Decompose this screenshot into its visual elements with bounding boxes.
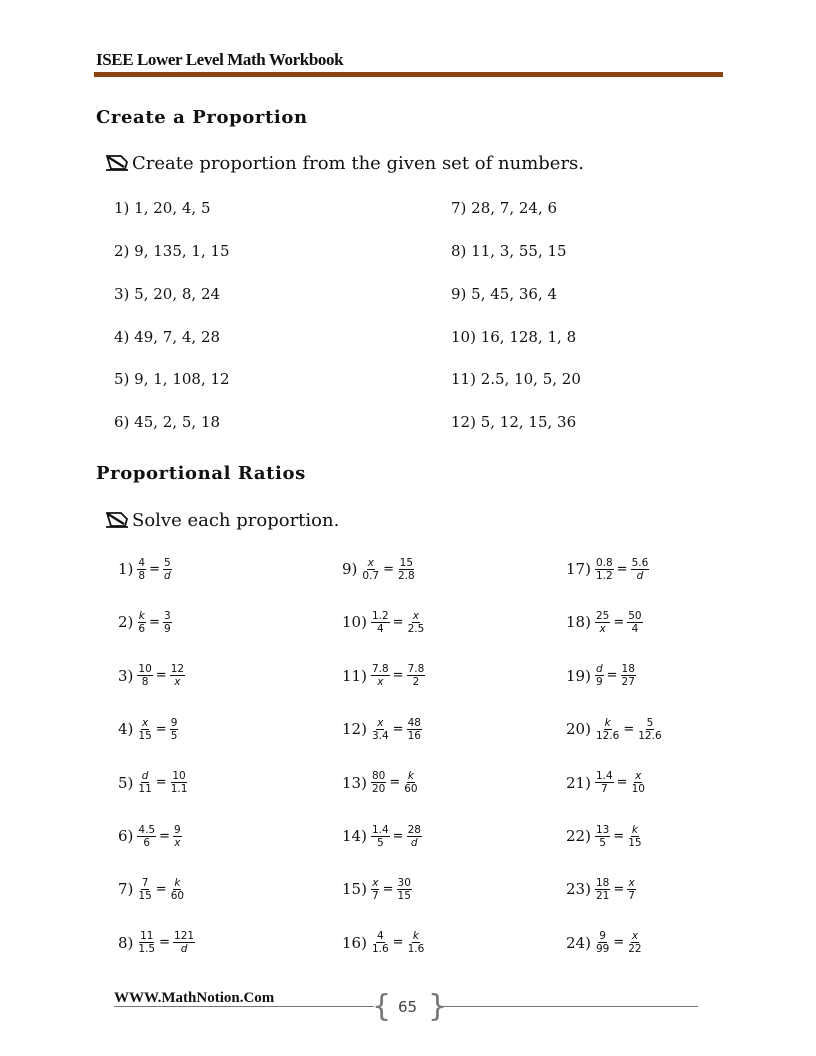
- proportion-problem: [342, 656, 425, 696]
- numerator: x: [412, 609, 420, 622]
- numerator: 5: [646, 716, 654, 729]
- proportion-item: 10) 16, 128, 1, 8: [451, 328, 577, 346]
- denominator: 5: [599, 836, 606, 849]
- proportion-problem: [566, 763, 646, 803]
- numerator: 10: [138, 663, 152, 676]
- proportion-item: 8) 11, 3, 55, 15: [451, 242, 567, 260]
- denominator: 2.8: [398, 569, 415, 582]
- fraction: [173, 930, 195, 955]
- instruction-text: Create proportion from the given set of numbers.: [132, 152, 585, 174]
- fraction: [595, 610, 610, 635]
- problem-number: 8): [118, 933, 134, 952]
- numerator: 25: [595, 609, 610, 622]
- numerator: 9: [174, 823, 181, 836]
- proportion-problem: [118, 656, 185, 696]
- proportion-problem: [566, 869, 636, 909]
- fraction: [403, 770, 418, 795]
- denominator: 1.5: [138, 943, 156, 956]
- pencil-icon: [104, 152, 130, 174]
- fraction: [595, 557, 614, 582]
- numerator: x: [631, 930, 639, 943]
- fraction: [163, 557, 172, 582]
- proportion-problem: [566, 602, 643, 642]
- proportion-problem: [342, 816, 422, 856]
- denominator: 8: [138, 569, 146, 582]
- denominator: 9: [164, 622, 171, 635]
- footer-rule-right: [440, 1006, 698, 1007]
- fraction: [137, 717, 152, 742]
- numerator: d: [141, 770, 149, 783]
- numerator: 15: [399, 556, 414, 569]
- problem-number: 14): [342, 827, 367, 845]
- page-number: 65: [398, 998, 418, 1016]
- proportion-problem: [118, 709, 178, 749]
- fraction: [170, 877, 185, 902]
- denominator: 15: [397, 889, 411, 902]
- fraction: [595, 717, 620, 742]
- denominator: d: [180, 943, 188, 956]
- equals-sign: =: [392, 828, 404, 844]
- equals-sign: =: [389, 775, 401, 791]
- header-rule: [94, 72, 723, 77]
- numerator: 7.8: [371, 663, 389, 676]
- denominator: x: [377, 676, 384, 689]
- equals-sign: =: [392, 614, 404, 630]
- problem-number: 12): [342, 720, 367, 739]
- denominator: 1.1: [170, 783, 188, 796]
- problem-number: 4): [118, 720, 134, 739]
- denominator: 15: [138, 889, 152, 902]
- footer-website: WWW.MathNotion.Com: [114, 990, 275, 1006]
- fraction: [595, 663, 604, 688]
- fraction: [627, 877, 636, 902]
- denominator: 6: [138, 622, 146, 635]
- equals-sign: =: [613, 828, 625, 844]
- numerator: 1.4: [371, 823, 389, 836]
- equals-sign: =: [159, 828, 171, 844]
- proportion-problem: [566, 656, 636, 696]
- denominator: 7: [371, 889, 379, 902]
- fraction: [170, 663, 185, 688]
- proportion-item: 1) 1, 20, 4, 5: [114, 199, 211, 217]
- proportion-problem: [342, 549, 416, 589]
- proportion-item: 6) 45, 2, 5, 18: [114, 413, 221, 431]
- denominator: 10: [631, 783, 645, 796]
- denominator: 3.4: [371, 729, 389, 742]
- problem-number: 9): [342, 560, 358, 578]
- proportion-item: 4) 49, 7, 4, 28: [114, 328, 221, 346]
- fraction: [170, 717, 179, 742]
- equals-sign: =: [149, 561, 160, 577]
- equals-sign: =: [155, 775, 167, 791]
- proportion-problem: [118, 923, 195, 963]
- denominator: 1.6: [407, 943, 425, 956]
- proportion-problem: [342, 869, 412, 909]
- denominator: 5: [170, 729, 178, 742]
- equals-sign: =: [159, 935, 171, 951]
- numerator: 50: [628, 609, 642, 622]
- problem-number: 17): [566, 560, 591, 578]
- numerator: 11: [140, 930, 154, 943]
- fraction: [595, 930, 610, 955]
- proportion-problem: [342, 763, 419, 803]
- fraction: [595, 877, 610, 902]
- proportion-item: 3) 5, 20, 8, 24: [114, 285, 221, 303]
- fraction: [595, 824, 610, 849]
- page-brace-right: }: [428, 989, 448, 1024]
- fraction: [407, 717, 422, 742]
- denominator: x: [174, 676, 181, 689]
- fraction: [137, 930, 156, 955]
- problem-number: 18): [566, 613, 591, 632]
- problem-number: 20): [566, 720, 591, 739]
- proportion-problem: [118, 549, 172, 589]
- proportion-problem: [342, 602, 425, 642]
- denominator: 60: [404, 783, 418, 796]
- numerator: x: [372, 876, 379, 889]
- numerator: 4.5: [138, 823, 156, 836]
- denominator: 9: [595, 676, 603, 689]
- denominator: 2: [412, 676, 420, 689]
- fraction: [397, 877, 412, 902]
- equals-sign: =: [613, 935, 625, 951]
- equals-sign: =: [382, 881, 394, 897]
- denominator: 15: [138, 729, 152, 742]
- proportion-problem: [566, 923, 643, 963]
- denominator: 15: [628, 836, 642, 849]
- problem-number: 5): [118, 773, 134, 792]
- problem-number: 13): [342, 773, 367, 792]
- proportion-item: 5) 9, 1, 108, 12: [114, 370, 230, 388]
- fraction: [371, 717, 390, 742]
- fraction: [371, 930, 390, 955]
- numerator: 7: [141, 876, 149, 889]
- proportion-item: 9) 5, 45, 36, 4: [451, 285, 558, 303]
- fraction: [407, 930, 426, 955]
- workbook-title: ISEE Lower Level Math Workbook: [96, 50, 344, 69]
- numerator: d: [595, 663, 603, 676]
- numerator: 9: [170, 716, 178, 729]
- denominator: 4: [631, 622, 639, 635]
- problem-number: 15): [342, 880, 367, 899]
- equals-sign: =: [155, 881, 167, 897]
- denominator: 6: [143, 836, 151, 849]
- numerator: k: [138, 609, 145, 622]
- fraction: [407, 610, 426, 635]
- numerator: 5: [164, 556, 171, 569]
- problem-number: 6): [118, 827, 134, 845]
- fraction: [371, 610, 390, 635]
- proportion-item: 2) 9, 135, 1, 15: [114, 242, 230, 260]
- numerator: 18: [621, 663, 635, 676]
- numerator: x: [635, 770, 642, 783]
- numerator: k: [407, 770, 414, 783]
- numerator: 3: [164, 609, 171, 622]
- fraction: [137, 557, 146, 582]
- fraction: [595, 770, 614, 795]
- denominator: x: [599, 622, 606, 635]
- numerator: 30: [397, 876, 411, 889]
- denominator: 99: [595, 943, 610, 956]
- proportion-problem: [566, 549, 649, 589]
- problem-number: 19): [566, 666, 591, 685]
- numerator: x: [141, 716, 149, 729]
- numerator: 80: [371, 770, 386, 783]
- equals-sign: =: [613, 614, 625, 630]
- denominator: 60: [170, 889, 185, 902]
- numerator: k: [412, 930, 419, 943]
- proportion-item: 12) 5, 12, 15, 36: [451, 413, 577, 431]
- numerator: x: [628, 876, 635, 889]
- fraction: [631, 557, 650, 582]
- page-brace-left: {: [372, 989, 392, 1024]
- denominator: 12.6: [595, 729, 620, 742]
- equals-sign: =: [616, 561, 628, 577]
- denominator: 5: [376, 836, 384, 849]
- fraction: [371, 770, 386, 795]
- proportion-item: 11) 2.5, 10, 5, 20: [451, 370, 581, 388]
- proportion-problem: [566, 816, 643, 856]
- denominator: x: [174, 836, 181, 849]
- instruction-solve: [104, 509, 339, 531]
- numerator: 12: [170, 663, 185, 676]
- denominator: d: [636, 569, 644, 582]
- equals-sign: =: [623, 721, 635, 737]
- proportion-problem: [566, 709, 663, 749]
- numerator: 4: [138, 556, 146, 569]
- proportion-problem: [118, 602, 172, 642]
- problem-number: 16): [342, 933, 367, 952]
- denominator: 22: [628, 943, 642, 956]
- equals-sign: =: [383, 561, 395, 577]
- problem-number: 2): [118, 613, 134, 632]
- fraction: [407, 824, 422, 849]
- equals-sign: =: [392, 668, 404, 684]
- instruction-create: [104, 152, 584, 174]
- fraction: [371, 877, 380, 902]
- numerator: 0.8: [595, 556, 613, 569]
- denominator: 0.7: [362, 569, 380, 582]
- numerator: k: [631, 823, 638, 836]
- denominator: 7: [600, 783, 608, 796]
- denominator: 1.6: [371, 943, 389, 956]
- fraction: [170, 770, 189, 795]
- fraction: [627, 930, 642, 955]
- fraction: [137, 770, 152, 795]
- equals-sign: =: [613, 881, 625, 897]
- fraction: [371, 663, 390, 688]
- numerator: 13: [595, 823, 610, 836]
- pencil-icon: [104, 509, 130, 531]
- denominator: 16: [407, 729, 421, 742]
- problem-number: 1): [118, 560, 134, 578]
- denominator: 20: [371, 783, 386, 796]
- denominator: 21: [595, 889, 610, 902]
- fraction: [137, 663, 152, 688]
- equals-sign: =: [606, 668, 618, 684]
- denominator: 2.5: [407, 622, 425, 635]
- denominator: 27: [621, 676, 635, 689]
- fraction: [631, 770, 646, 795]
- numerator: k: [174, 876, 181, 889]
- numerator: 7.8: [407, 663, 425, 676]
- proportion-problem: [118, 763, 188, 803]
- problem-number: 23): [566, 880, 591, 899]
- proportion-problem: [342, 709, 422, 749]
- denominator: 8: [141, 676, 149, 689]
- numerator: 4: [376, 930, 384, 943]
- proportion-problem: [118, 816, 182, 856]
- section-title-proportional-ratios: Proportional Ratios: [96, 463, 306, 484]
- fraction: [163, 610, 172, 635]
- numerator: k: [604, 716, 611, 729]
- numerator: 18: [595, 876, 610, 889]
- equals-sign: =: [155, 668, 167, 684]
- equals-sign: =: [616, 775, 628, 791]
- problem-number: 3): [118, 666, 134, 685]
- proportion-problem: [342, 923, 425, 963]
- numerator: 5.6: [631, 556, 649, 569]
- fraction: [621, 663, 636, 688]
- problem-number: 22): [566, 827, 591, 845]
- footer-rule-left: [114, 1006, 374, 1007]
- instruction-text: Solve each proportion.: [132, 509, 340, 531]
- numerator: x: [377, 716, 384, 729]
- numerator: x: [367, 556, 374, 569]
- problem-number: 11): [342, 666, 367, 685]
- equals-sign: =: [392, 935, 404, 951]
- denominator: d: [164, 569, 171, 582]
- equals-sign: =: [149, 614, 160, 630]
- fraction: [637, 717, 662, 742]
- fraction: [397, 557, 416, 582]
- denominator: 7: [628, 889, 635, 902]
- problem-number: 7): [118, 880, 134, 899]
- fraction: [371, 824, 390, 849]
- denominator: 4: [376, 622, 384, 635]
- denominator: d: [410, 836, 418, 849]
- numerator: 28: [407, 823, 421, 836]
- denominator: 1.2: [595, 569, 613, 582]
- section-title-create-proportion: Create a Proportion: [96, 107, 308, 128]
- fraction: [137, 877, 152, 902]
- problem-number: 21): [566, 773, 591, 792]
- equals-sign: =: [155, 721, 167, 737]
- fraction: [627, 824, 642, 849]
- proportion-item: 7) 28, 7, 24, 6: [451, 199, 558, 217]
- fraction: [137, 610, 146, 635]
- proportion-problem: [118, 869, 185, 909]
- fraction: [173, 824, 182, 849]
- numerator: 48: [407, 716, 421, 729]
- numerator: 1.2: [371, 609, 389, 622]
- equals-sign: =: [392, 721, 404, 737]
- fraction: [407, 663, 426, 688]
- fraction: [361, 557, 380, 582]
- fraction: [627, 610, 642, 635]
- numerator: 121: [174, 930, 195, 943]
- fraction: [137, 824, 156, 849]
- denominator: 12.6: [638, 729, 662, 742]
- numerator: 1.4: [595, 770, 613, 783]
- problem-number: 24): [566, 933, 591, 952]
- numerator: 10: [172, 770, 186, 783]
- problem-number: 10): [342, 613, 367, 632]
- denominator: 11: [138, 783, 152, 796]
- numerator: 9: [599, 930, 606, 943]
